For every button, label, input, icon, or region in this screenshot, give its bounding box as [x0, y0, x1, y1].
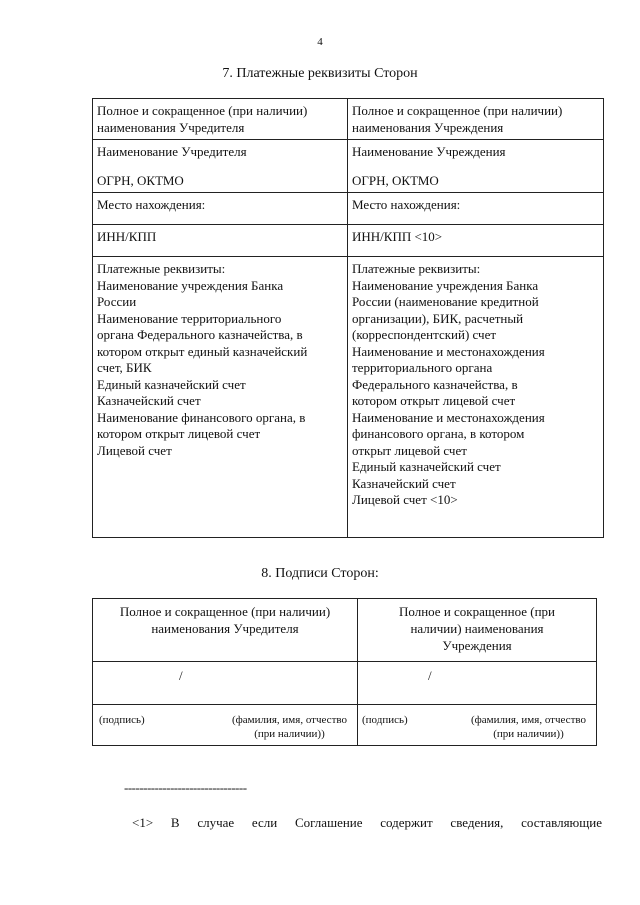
- name-label: [232, 713, 347, 741]
- table-row: [93, 599, 597, 662]
- founder-location-cell: [93, 193, 348, 225]
- cell-line: (при наличии)): [493, 728, 564, 740]
- cell-line: ИНН/КПП: [97, 229, 157, 244]
- cell-line: Учреждения: [442, 638, 512, 653]
- founder-name-cell: [93, 140, 348, 193]
- cell-line: открыт лицевой счет: [352, 442, 467, 458]
- cell-line: ОГРН, ОКТМО: [97, 172, 184, 188]
- cell-line: котором открыт единый казначейский: [97, 343, 308, 359]
- signature-slash: /: [179, 668, 183, 683]
- cell-line: Наименование учреждения Банка: [352, 277, 539, 293]
- cell-line: Наименование и местонахождения: [352, 343, 545, 359]
- cell-line: Наименование Учредителя: [97, 144, 247, 159]
- cell-line: Полное и сокращенное (при наличии): [97, 103, 308, 118]
- cell-line: финансового органа, в котором: [352, 426, 525, 441]
- footnote-text: <1> В случае если Соглашение содержит сведения, составляющие: [132, 815, 602, 830]
- cell-line: Наименование и местонахождения: [352, 409, 545, 425]
- table-row: [93, 225, 604, 257]
- cell-line: ОГРН, ОКТМО: [352, 172, 439, 188]
- cell-line: счет, БИК: [97, 360, 152, 375]
- signature-slash: /: [428, 668, 432, 683]
- table-row: [93, 257, 604, 538]
- cell-line: котором открыт лицевой счет: [352, 393, 516, 408]
- table-row: [93, 705, 597, 746]
- cell-line: Наименование учреждения Банка: [97, 277, 284, 293]
- cell-line: Наименование финансового органа, в: [97, 409, 306, 425]
- cell-line: Наименование Учреждения: [352, 144, 506, 159]
- cell-line: (при наличии)): [254, 728, 325, 740]
- cell-line: Лицевой счет <10>: [352, 492, 458, 507]
- cell-line: Место нахождения:: [352, 197, 461, 212]
- cell-line: Платежные реквизиты:: [352, 261, 481, 276]
- cell-line: Федерального казначейства, в: [352, 376, 518, 392]
- cell-line: Полное и сокращенное (при наличии): [119, 604, 331, 619]
- section-8-title: 8. Подписи Сторон:: [261, 566, 379, 581]
- cell-line: Полное и сокращенное (при: [398, 604, 556, 619]
- cell-line: органа Федерального казначейства, в: [97, 327, 303, 342]
- cell-line: Казначейский счет: [97, 393, 201, 408]
- institution-signature-header: [358, 599, 597, 662]
- founder-payment-details-cell: [93, 257, 348, 538]
- section-7-title: 7. Платежные реквизиты Сторон: [222, 66, 418, 81]
- cell-line: (фамилия, имя, отчество: [231, 714, 347, 726]
- footnote-separator: --------------------------------: [124, 780, 247, 795]
- signature-label: (подпись): [362, 714, 408, 726]
- cell-line: Единый казначейский счет: [97, 376, 246, 392]
- cell-line: Казначейский счет: [352, 475, 456, 491]
- cell-line: (корреспондентский) счет: [352, 327, 497, 342]
- cell-line: Полное и сокращенное (при наличии): [352, 103, 563, 118]
- table-row: [93, 140, 604, 193]
- cell-line: Лицевой счет: [97, 442, 172, 458]
- institution-name-header-cell: [348, 99, 604, 140]
- cell-line: котором открыт лицевой счет: [97, 426, 261, 441]
- institution-name-cell: [348, 140, 604, 193]
- name-label: [471, 713, 586, 741]
- cell-line: Единый казначейский счет: [352, 459, 501, 474]
- signature-label: (подпись): [99, 714, 145, 726]
- founder-signature-header: [93, 599, 358, 662]
- cell-line: Наименование территориального: [97, 310, 282, 326]
- cell-line: организации), БИК, расчетный: [352, 310, 524, 326]
- cell-line: территориального органа: [352, 360, 493, 375]
- table-row: [93, 99, 604, 140]
- institution-payment-details-cell: [348, 257, 604, 538]
- founder-inn-kpp-cell: [93, 225, 348, 257]
- cell-line: России (наименование кредитной: [352, 294, 539, 309]
- cell-line: наименования Учредителя: [97, 119, 245, 135]
- table-row: [93, 193, 604, 225]
- cell-line: наименования Учредителя: [151, 621, 299, 636]
- cell-line: России: [97, 294, 137, 309]
- cell-line: Платежные реквизиты:: [97, 261, 226, 276]
- founder-signature-labels: [93, 705, 358, 746]
- institution-inn-kpp-cell: [348, 225, 604, 257]
- cell-line: ИНН/КПП <10>: [352, 229, 443, 244]
- page-number: 4: [317, 36, 323, 48]
- cell-line: наименования Учреждения: [352, 119, 504, 135]
- institution-signature-line: [358, 662, 597, 705]
- institution-location-cell: [348, 193, 604, 225]
- cell-line: (фамилия, имя, отчество: [470, 714, 586, 726]
- table-row: [93, 662, 597, 705]
- founder-signature-line: [93, 662, 358, 705]
- signatures-table: [92, 598, 597, 746]
- cell-line: наличии) наименования: [410, 621, 544, 636]
- payment-details-table: [92, 98, 604, 538]
- cell-line: Место нахождения:: [97, 197, 206, 212]
- institution-signature-labels: [358, 705, 597, 746]
- founder-name-header-cell: [93, 99, 348, 140]
